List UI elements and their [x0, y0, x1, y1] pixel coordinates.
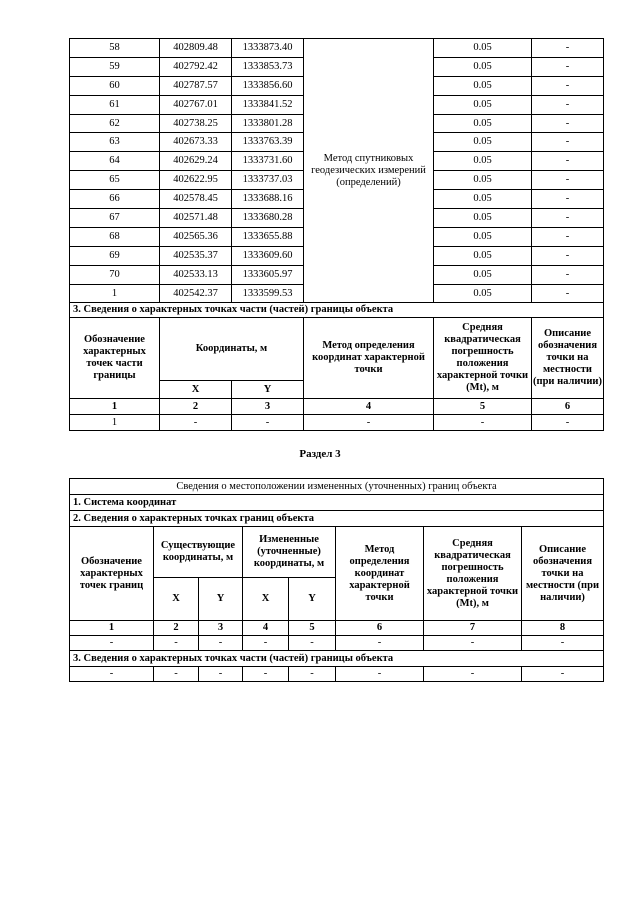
header-changed-y: Y [289, 578, 336, 621]
coord-x: 402787.57 [160, 76, 232, 95]
column-number: 8 [522, 621, 604, 636]
column-number: 5 [434, 399, 532, 415]
point-number: 61 [70, 95, 160, 114]
coord-y: 1333605.97 [232, 265, 304, 284]
table-cell: - [160, 415, 232, 431]
points-section-row: 2. Сведения о характерных точках границ объекта [70, 511, 604, 527]
coord-system-row: 1. Система координат [70, 495, 604, 511]
header-coords: Координаты, м [160, 318, 304, 381]
table-cell: - [424, 667, 522, 682]
coord-y: 1333763.39 [232, 133, 304, 152]
header-x: X [160, 381, 232, 399]
description: - [532, 39, 604, 58]
description: - [532, 114, 604, 133]
header-mt: Средняя квадратическая погрешность положения характерной точки (Mt), м [434, 318, 532, 399]
coord-x: 402571.48 [160, 209, 232, 228]
table-row [70, 636, 604, 651]
column-number: 1 [70, 621, 154, 636]
description: - [532, 152, 604, 171]
description: - [532, 284, 604, 303]
coord-y: 1333688.16 [232, 190, 304, 209]
point-number: 59 [70, 57, 160, 76]
point-number: 63 [70, 133, 160, 152]
column-number-row [70, 621, 604, 636]
mt-value: 0.05 [434, 227, 532, 246]
column-number: 5 [289, 621, 336, 636]
column-number: 4 [243, 621, 289, 636]
column-number: 1 [70, 399, 160, 415]
coord-y: 1333737.03 [232, 171, 304, 190]
coord-y: 1333873.40 [232, 39, 304, 58]
coord-y: 1333599.53 [232, 284, 304, 303]
table-cell: - [243, 667, 289, 682]
header-designation: Обозначение характерных точек части границы [70, 318, 160, 399]
section-heading: Раздел 3 [299, 448, 341, 460]
table-cell: - [522, 667, 604, 682]
mt-value: 0.05 [434, 284, 532, 303]
coord-y: 1333731.60 [232, 152, 304, 171]
mt-value: 0.05 [434, 57, 532, 76]
table-cell: - [243, 636, 289, 651]
header-existing-x: X [154, 578, 199, 621]
description: - [532, 246, 604, 265]
point-number: 64 [70, 152, 160, 171]
coord-y: 1333655.88 [232, 227, 304, 246]
table-row [70, 415, 604, 431]
section3-row [70, 303, 604, 318]
mt-value: 0.05 [434, 95, 532, 114]
coord-x: 402673.33 [160, 133, 232, 152]
header-y: Y [232, 381, 304, 399]
bottom-table-title: Сведения о местоположении измененных (уточненных) границ объекта [70, 479, 604, 495]
point-number: 1 [70, 284, 160, 303]
description: - [532, 76, 604, 95]
mt-value: 0.05 [434, 265, 532, 284]
column-number: 4 [304, 399, 434, 415]
column-number: 6 [532, 399, 604, 415]
table-cell: - [424, 636, 522, 651]
point-number: 62 [70, 114, 160, 133]
coord-y: 1333856.60 [232, 76, 304, 95]
coord-y: 1333841.52 [232, 95, 304, 114]
coord-x: 402533.13 [160, 265, 232, 284]
coord-x: 402809.48 [160, 39, 232, 58]
header-row [70, 318, 604, 381]
description: - [532, 171, 604, 190]
coord-y: 1333609.60 [232, 246, 304, 265]
coord-y: 1333801.28 [232, 114, 304, 133]
header-description: Описание обозначения точки на местности (при наличии) [522, 527, 604, 621]
coord-x: 402565.36 [160, 227, 232, 246]
table-row [70, 667, 604, 682]
point-number: 66 [70, 190, 160, 209]
coord-x: 402535.37 [160, 246, 232, 265]
table-cell: - [289, 636, 336, 651]
table-cell: - [336, 667, 424, 682]
header-changed-coords: Измененные (уточненные) координаты, м [243, 527, 336, 578]
table-cell: - [336, 636, 424, 651]
description: - [532, 95, 604, 114]
description: - [532, 265, 604, 284]
part-points-section-row: 3. Сведения о характерных точках части (частей) границы объекта [70, 651, 604, 667]
coord-x: 402622.95 [160, 171, 232, 190]
table-cell: - [70, 636, 154, 651]
table-cell: - [304, 415, 434, 431]
table-cell: - [232, 415, 304, 431]
table-cell: - [522, 636, 604, 651]
column-number-row [70, 399, 604, 415]
point-number: 68 [70, 227, 160, 246]
point-number: 70 [70, 265, 160, 284]
table-cell: - [154, 667, 199, 682]
mt-value: 0.05 [434, 209, 532, 228]
top-coordinates-table [69, 38, 604, 431]
column-number: 2 [154, 621, 199, 636]
mt-value: 0.05 [434, 171, 532, 190]
header-method: Метод определения координат характерной точки [304, 318, 434, 399]
description: - [532, 57, 604, 76]
top-table-body [70, 39, 604, 431]
mt-value: 0.05 [434, 190, 532, 209]
header-description: Описание обозначения точки на местности (при наличии) [532, 318, 604, 399]
description: - [532, 190, 604, 209]
method-cell: Метод спутниковых геодезических измерений (определений) [304, 39, 434, 303]
coord-x: 402767.01 [160, 95, 232, 114]
table-cell: - [199, 636, 243, 651]
mt-value: 0.05 [434, 39, 532, 58]
header-existing-y: Y [199, 578, 243, 621]
header-changed-x: X [243, 578, 289, 621]
table-cell: - [70, 667, 154, 682]
table-cell: - [154, 636, 199, 651]
description: - [532, 227, 604, 246]
coord-y: 1333680.28 [232, 209, 304, 228]
point-number: 60 [70, 76, 160, 95]
mt-value: 0.05 [434, 246, 532, 265]
header-designation: Обозначение характерных точек границ [70, 527, 154, 621]
mt-value: 0.05 [434, 152, 532, 171]
table-row [70, 39, 604, 58]
header-mt: Средняя квадратическая погрешность положения характерной точки (Mt), м [424, 527, 522, 621]
table-cell: 1 [70, 415, 160, 431]
mt-value: 0.05 [434, 114, 532, 133]
bottom-boundary-table [69, 478, 604, 682]
column-number: 6 [336, 621, 424, 636]
coord-x: 402578.45 [160, 190, 232, 209]
header-method: Метод определения координат характерной точки [336, 527, 424, 621]
coord-x: 402629.24 [160, 152, 232, 171]
table-cell: - [199, 667, 243, 682]
coord-x: 402792.42 [160, 57, 232, 76]
coord-y: 1333853.73 [232, 57, 304, 76]
table-cell: - [532, 415, 604, 431]
mt-value: 0.05 [434, 133, 532, 152]
column-number: 3 [232, 399, 304, 415]
description: - [532, 209, 604, 228]
table-cell: - [289, 667, 336, 682]
mt-value: 0.05 [434, 76, 532, 95]
table-cell: - [434, 415, 532, 431]
coord-x: 402542.37 [160, 284, 232, 303]
point-number: 58 [70, 39, 160, 58]
column-number: 2 [160, 399, 232, 415]
point-number: 67 [70, 209, 160, 228]
coord-x: 402738.25 [160, 114, 232, 133]
point-number: 69 [70, 246, 160, 265]
point-number: 65 [70, 171, 160, 190]
section3-title: 3. Сведения о характерных точках части (частей) границы объекта [70, 303, 604, 318]
description: - [532, 133, 604, 152]
column-number: 7 [424, 621, 522, 636]
header-existing-coords: Существующие координаты, м [154, 527, 243, 578]
column-number: 3 [199, 621, 243, 636]
